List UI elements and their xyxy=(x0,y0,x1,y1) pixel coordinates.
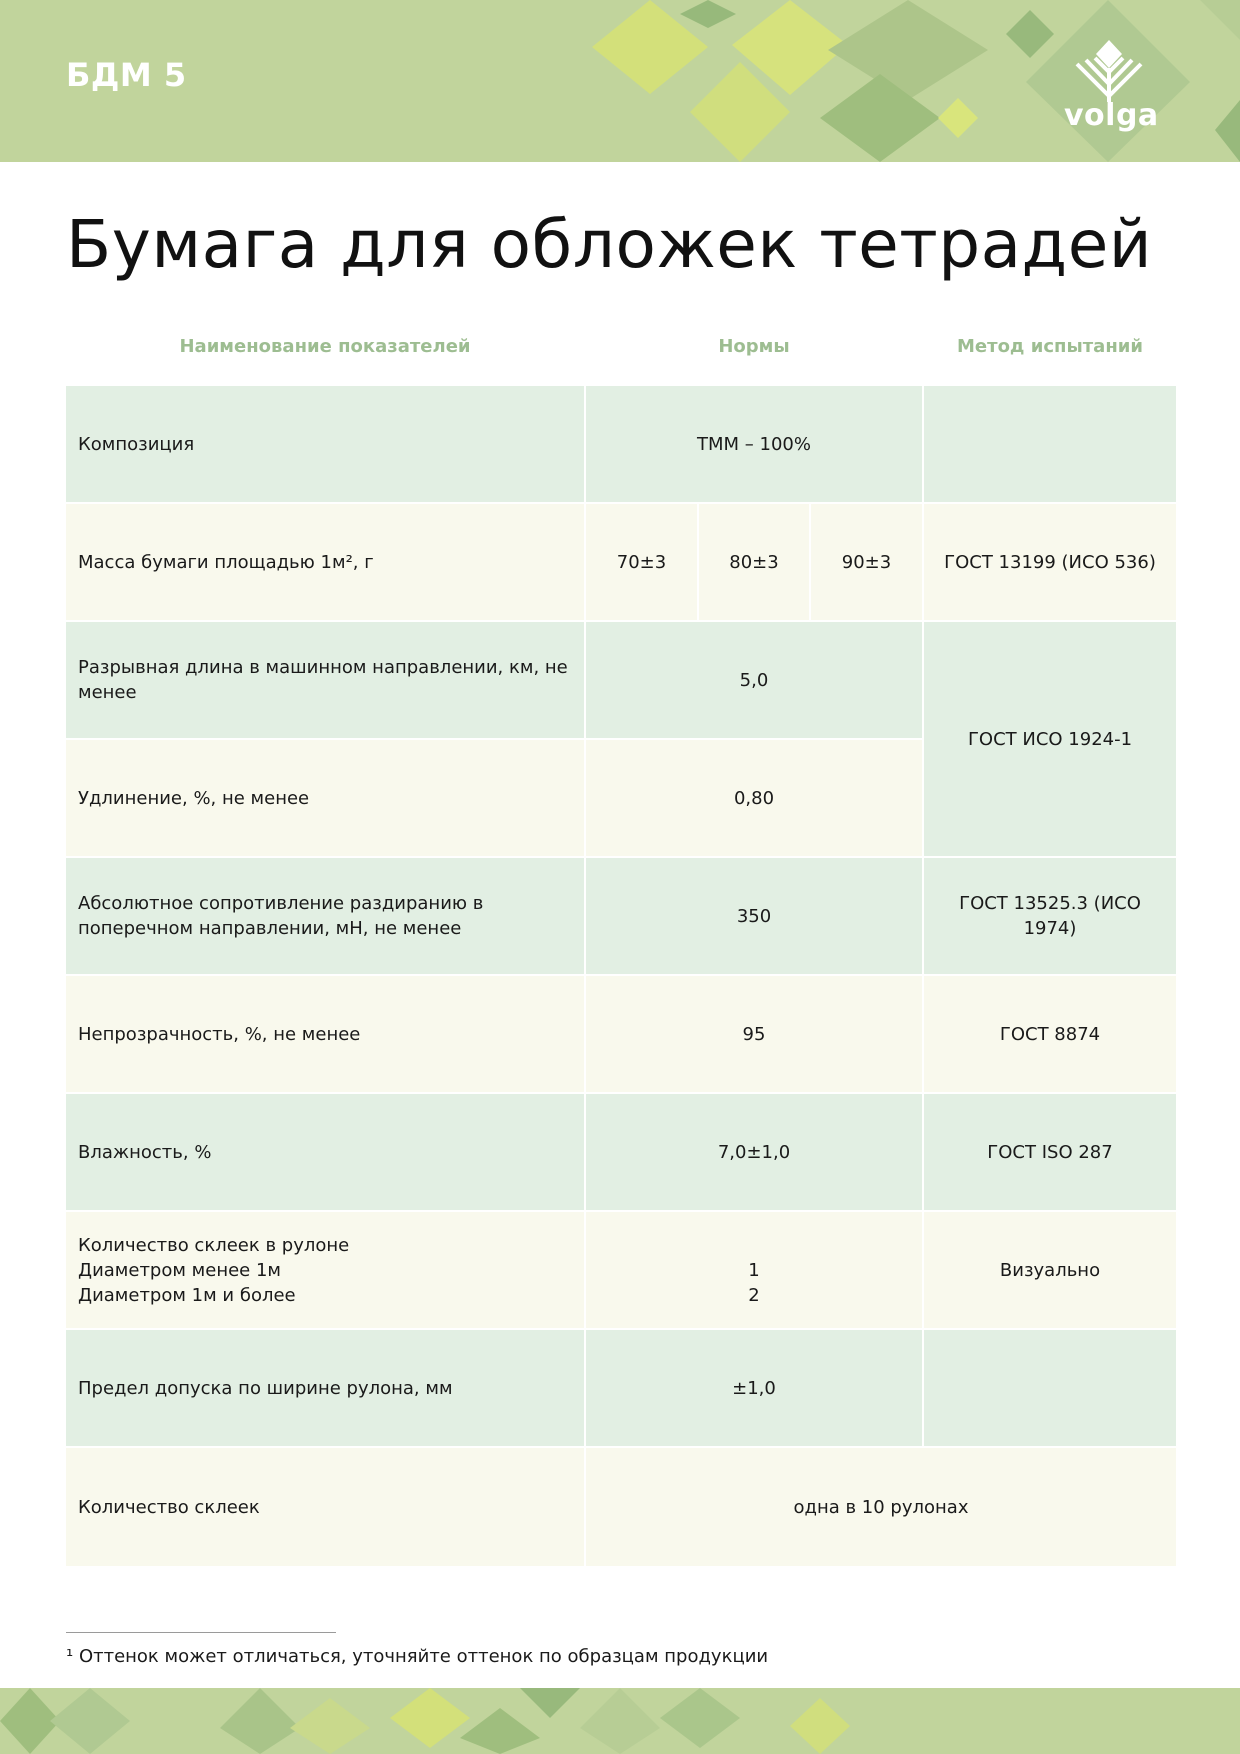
footnote: ¹ Оттенок может отличаться, уточняйте оттенок по образцам продукции xyxy=(66,1646,769,1667)
row-mass-norm-90: 90±3 xyxy=(811,504,922,620)
column-header-name: Наименование показателей xyxy=(179,336,471,357)
column-header-norms: Нормы xyxy=(718,336,790,357)
row-breaking-length-norm: 5,0 xyxy=(586,622,922,738)
row-width-tolerance-method xyxy=(924,1330,1176,1446)
row-splices-count-norm: одна в 10 рулонах xyxy=(586,1448,1176,1566)
row-splices-roll-norm xyxy=(586,1212,922,1328)
header-band xyxy=(0,0,1240,162)
volga-logo xyxy=(1064,38,1159,138)
footnote-divider xyxy=(66,1632,336,1633)
row-elongation-name: Удлинение, %, не менее xyxy=(66,740,584,856)
row-splices-roll-norm-line-1: 1 xyxy=(748,1259,760,1281)
row-tear-method: ГОСТ 13525.3 (ИСО 1974) xyxy=(924,858,1176,974)
row-composition-norm: ТММ – 100% xyxy=(586,386,922,502)
column-header-method: Метод испытаний xyxy=(957,336,1143,357)
row-width-tolerance-name: Предел допуска по ширине рулона, мм xyxy=(66,1330,584,1446)
row-moisture-method: ГОСТ ISO 287 xyxy=(924,1094,1176,1210)
row-moisture-norm: 7,0±1,0 xyxy=(586,1094,922,1210)
row-composition-name: Композиция xyxy=(66,386,584,502)
row-splices-count-name: Количество склеек xyxy=(66,1448,584,1566)
page-title: Бумага для обложек тетрадей xyxy=(66,206,1153,283)
document-code: БДМ 5 xyxy=(66,56,187,94)
logo-wordmark: volga xyxy=(1064,98,1159,133)
row-moisture-name: Влажность, % xyxy=(66,1094,584,1210)
row-splices-roll-name-line-2: Диаметром менее 1м xyxy=(78,1259,281,1281)
row-splices-roll-name xyxy=(66,1212,584,1328)
row-tear-name: Абсолютное сопротивление раздиранию в поперечном направлении, мН, не менее xyxy=(66,858,584,974)
row-splices-roll-norm-line-2: 2 xyxy=(748,1284,760,1306)
row-mass-norm-70: 70±3 xyxy=(586,504,697,620)
row-width-tolerance-norm: ±1,0 xyxy=(586,1330,922,1446)
row-splices-roll-method: Визуально xyxy=(924,1212,1176,1328)
row-opacity-name: Непрозрачность, %, не менее xyxy=(66,976,584,1092)
row-tear-norm: 350 xyxy=(586,858,922,974)
row-composition-method xyxy=(924,386,1176,502)
footer-band xyxy=(0,1688,1240,1754)
row-opacity-norm: 95 xyxy=(586,976,922,1092)
row-mass-method: ГОСТ 13199 (ИСО 536) xyxy=(924,504,1176,620)
row-mass-name: Масса бумаги площадью 1м², г xyxy=(66,504,584,620)
row-breaking-length-name: Разрывная длина в машинном направлении, км, не менее xyxy=(66,622,584,738)
row-mass-norm-80: 80±3 xyxy=(699,504,809,620)
row-splices-roll-name-line-1: Количество склеек в рулоне xyxy=(78,1234,350,1256)
row-opacity-method: ГОСТ 8874 xyxy=(924,976,1176,1092)
row-elongation-norm: 0,80 xyxy=(586,740,922,856)
spec-table xyxy=(66,386,1176,1566)
row-splices-roll-name-line-3: Диаметром 1м и более xyxy=(78,1284,296,1306)
footer-decoration xyxy=(0,1688,1240,1754)
row-tensile-method: ГОСТ ИСО 1924-1 xyxy=(924,622,1176,856)
